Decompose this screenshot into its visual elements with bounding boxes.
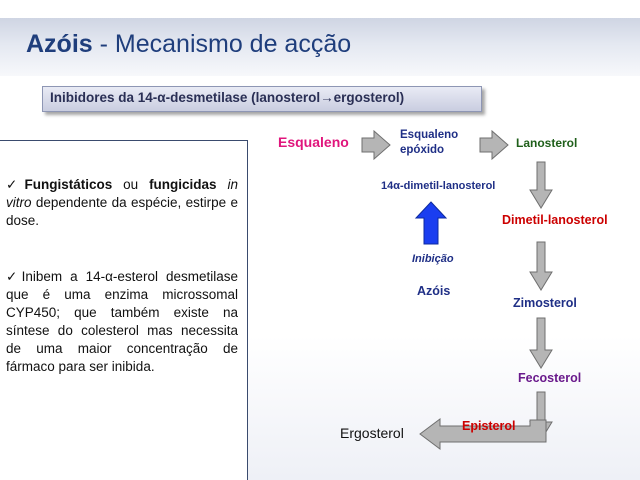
- bullet-paragraph-1: ✓Fungistáticos ou fungicidas in vitro dependente da espécie, estirpe e dose.: [6, 177, 238, 228]
- arrow-dimetil-to-zimosterol: [530, 242, 552, 290]
- node-episterol: Episterol: [462, 419, 516, 433]
- arrow-lanosterol-to-dimetil: [530, 162, 552, 208]
- slide-title: Azóis - Mecanismo de acção: [26, 30, 352, 58]
- label-inibicao: Inibição: [412, 253, 454, 265]
- node-ergosterol: Ergosterol: [340, 425, 404, 441]
- arrow-esqualeno-to-epoxido: [362, 131, 390, 159]
- node-esqualeno: Esqualeno: [278, 134, 349, 150]
- arrow-zimosterol-to-fecosterol: [530, 318, 552, 368]
- inhibition-arrow: [416, 202, 446, 244]
- node-esqualeno-epoxido: Esqualeno epóxido: [400, 129, 459, 156]
- node-zimosterol: Zimosterol: [513, 296, 577, 310]
- label-azois: Azóis: [417, 284, 451, 298]
- node-fecosterol: Fecosterol: [518, 371, 582, 385]
- node-lanosterol: Lanosterol: [516, 136, 578, 150]
- arrow-epoxido-to-lanosterol: [480, 131, 508, 159]
- slide-subtitle: Inibidores da 14-α-desmetilase (lanosterol→ergosterol): [50, 90, 405, 105]
- bullet-paragraph-2: ✓Inibem a 14-α-esterol desmetilase que é uma enzima microssomal CYP450; que também existe na síntese do colesterol mas necessita de uma maior concentração de fármaco para ser inibida.: [6, 269, 238, 374]
- node-14a-dimetil-lanosterol: 14α-dimetil-lanosterol: [381, 180, 496, 192]
- node-dimetil-lanosterol: Dimetil-lanosterol: [502, 213, 608, 227]
